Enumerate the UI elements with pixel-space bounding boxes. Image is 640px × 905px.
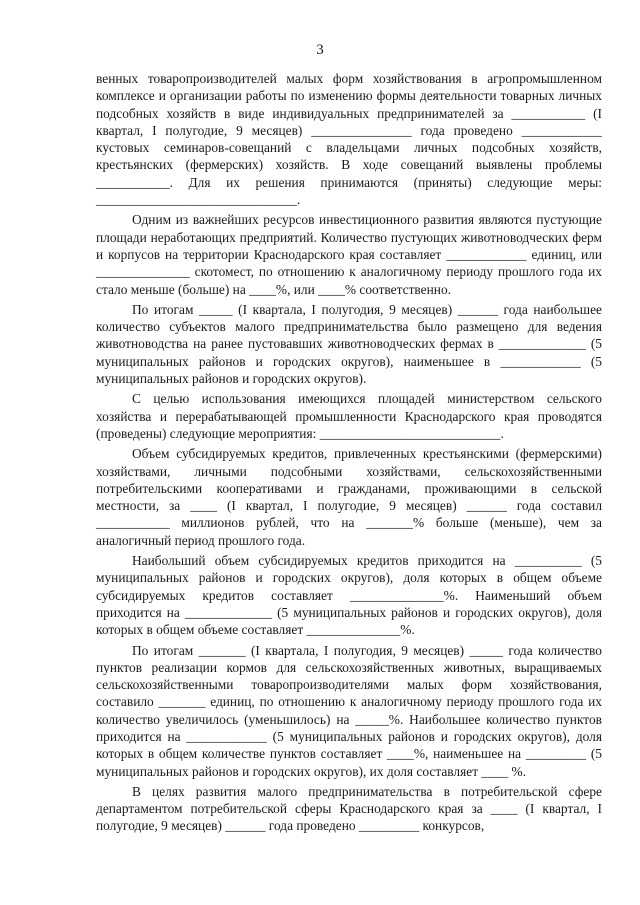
paragraph-8: В целях развития малого предпринимательства в потребительской сфере департаментом потребительской сферы Краснодарского края за ____ (I квартал, I полугодие, 9 месяцев) ______ года проведено _________ конкурсов, bbox=[96, 783, 602, 834]
paragraph-1: венных товаропроизводителей малых форм хозяйствования в агропромышленном комплексе и организации работы по изменению формы деятельности товарных личных подсобных хозяйств в виде индивидуальных предпринимателей за ___________ (I квартал, I полугодие, 9 месяцев) _______________ года проведено ____________ кустовых семинаров-совещаний с владельцами личных подсобных хозяйств, крестьянских (фермерских) хозяйств. В ходе совещаний выявлены проблемы ___________. Для их решения принимаются (приняты) следующие меры: ______________________________. bbox=[96, 71, 602, 208]
paragraph-7: По итогам _______ (I квартала, I полугодия, 9 месяцев) _____ года количество пунктов реализации кормов для сельскохозяйственных животных, выращиваемых сельскохозяйственными товаропроизводителями малых форм хозяйствования, составило _______ единиц, по отношению к аналогичному периоду прошлого года их количество увеличилось (уменьшилось) на _____%. Наибольшее количество пунктов приходится на ____________ (5 муниципальных районов и городских округов), доля которых в общем количестве пунктов составляет ____%, наименьшее на _________ (5 муниципальных районов и городских округов), их доля составляет ____ %. bbox=[96, 642, 602, 779]
document-body bbox=[96, 70, 602, 838]
paragraph-5: Объем субсидируемых кредитов, привлеченных крестьянскими (фермерскими) хозяйствами, личными подсобными хозяйствами, сельскохозяйственными потребительскими кооперативами и гражданами, проживающими в сельской местности, за ____ (I квартал, I полугодие, 9 месяцев) ______ года составил ___________ миллионов рублей, что на _______% больше (меньше), чем за аналогичный период прошлого года. bbox=[96, 446, 602, 548]
paragraph-2: Одним из важнейших ресурсов инвестиционного развития являются пустующие площади неработающих предприятий. Количество пустующих животноводческих ферм и корпусов на территории Краснодарского края составляет ____________ единиц, или ______________ скотомест, по отношению к аналогичному периоду прошлого года их стало меньше (больше) на ____%, или ____% соответственно. bbox=[96, 212, 602, 297]
paragraph-6: Наибольший объем субсидируемых кредитов приходится на __________ (5 муниципальных районов и городских округов), доля которых в общем объеме субсидируемых кредитов составляет ______________%. Наименьший объем приходится на _____________ (5 муниципальных районов и городских округов), доля которых в общем объеме составляет ______________%. bbox=[96, 553, 602, 638]
page-number: 3 bbox=[316, 42, 324, 58]
paragraph-3: По итогам _____ (I квартала, I полугодия, 9 месяцев) ______ года наибольшее количество субъектов малого предпринимательства было размещено для ведения животноводства на ранее пустовавших животноводческих фермах в _____________ (5 муниципальных районов и городских округов), наименьшее в ____________ (5 муниципальных районов и городских округов). bbox=[96, 301, 602, 387]
paragraph-4: С целью использования имеющихся площадей министерством сельского хозяйства и перерабатывающей промышленности Краснодарского края проводятся (проведены) следующие мероприятия: ___________________________. bbox=[96, 391, 602, 441]
